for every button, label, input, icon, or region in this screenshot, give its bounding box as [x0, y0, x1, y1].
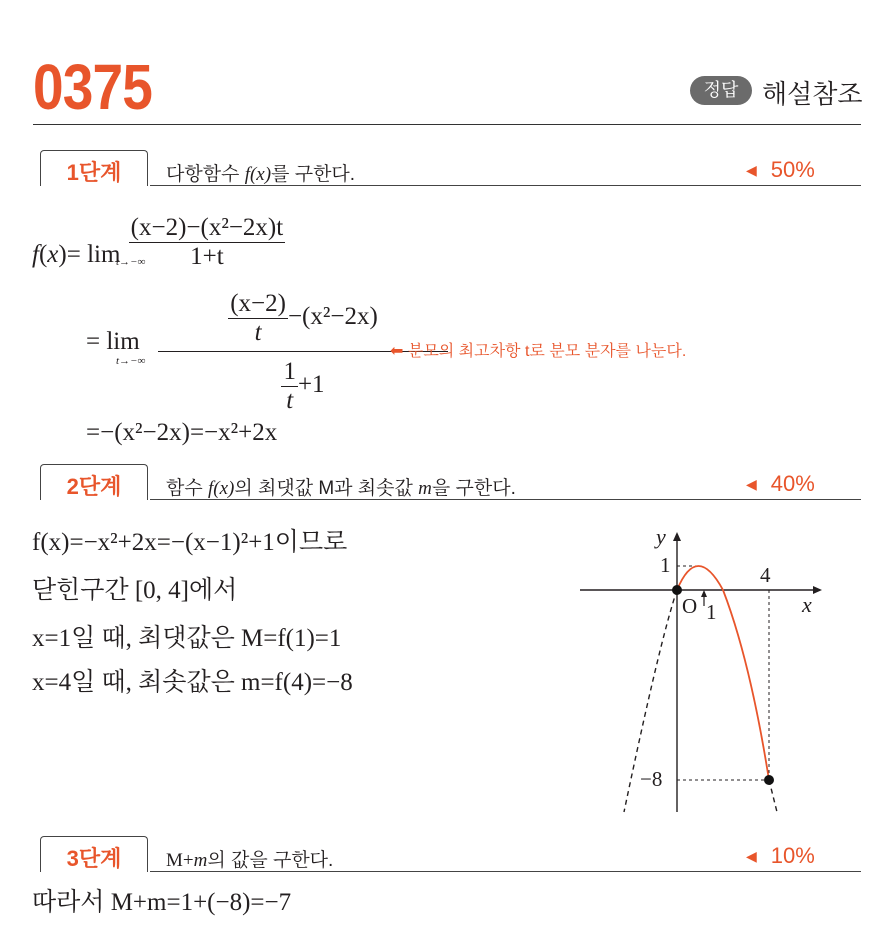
- point-origin: [672, 585, 682, 595]
- tick-arrow-head: [701, 590, 707, 597]
- arrow-left-icon: ⬅: [390, 343, 404, 360]
- x-axis-label: x: [802, 592, 812, 617]
- answer-reference: 해설참조: [762, 79, 863, 109]
- y-tick-1: 1: [660, 553, 671, 577]
- limit-subscript-2: t→−∞: [116, 355, 146, 367]
- x-tick-4: 4: [760, 563, 771, 587]
- parabola-graph: [570, 520, 870, 820]
- step1-limit-line1: f(x)= lim $\frac{\text{(x−2)−(x²−2x)t}}{1+t}$: [32, 214, 284, 270]
- line1-denominator: 1+t: [129, 242, 286, 271]
- problem-number: 0375: [33, 51, 153, 123]
- step3-percent: ◀ 10%: [746, 843, 815, 868]
- header-divider: [33, 124, 861, 125]
- final-answer: 따라서 M+m=1+(−8)=−7: [32, 889, 292, 916]
- step2-tab: [40, 464, 148, 500]
- step3-tab: [40, 836, 148, 872]
- step2-line1: f(x)=−x²+2x=−(x−1)²+1이므로: [32, 529, 348, 556]
- step1-description: 다항함수 f(x)를 구한다.: [166, 164, 356, 185]
- y-tick-neg8: −8: [640, 767, 663, 791]
- x-axis-arrow: [813, 586, 822, 594]
- step1-percent: ◀ 50%: [746, 157, 815, 182]
- step2-percent: ◀ 40%: [746, 471, 815, 496]
- limit-subscript-1: t→−∞: [116, 256, 146, 268]
- x-tick-1: 1: [706, 600, 717, 624]
- step2-line2: 닫힌구간 [0, 4]에서: [32, 577, 238, 604]
- hint-note: ⬅ 분모의 최고차항 t로 분모 분자를 나눈다.: [390, 343, 687, 360]
- step1-tab-label: 1단계: [66, 160, 122, 185]
- origin-label: O: [682, 594, 698, 618]
- point-min: [764, 775, 774, 785]
- step1-tab: [40, 150, 148, 186]
- answer-badge: 정답: [690, 76, 752, 105]
- step3-description: M+m의 값을 구한다.: [166, 850, 334, 871]
- step1-result: =−(x²−2x)=−x²+2x: [86, 419, 278, 446]
- step2-line3: x=1일 때, 최댓값은 M=f(1)=1: [32, 625, 342, 652]
- step2-description: 함수 f(x)의 최댓값 M과 최솟값 m을 구한다.: [166, 478, 516, 499]
- step2-tab-label: 2단계: [66, 474, 122, 499]
- y-axis-label: y: [656, 524, 666, 549]
- y-axis-arrow: [673, 532, 681, 541]
- step3-tab-label: 3단계: [66, 846, 122, 871]
- line1-numerator: (x−2)−(x²−2x)t: [130, 214, 284, 241]
- step2-line4: x=4일 때, 최솟값은 m=f(4)=−8: [32, 669, 353, 696]
